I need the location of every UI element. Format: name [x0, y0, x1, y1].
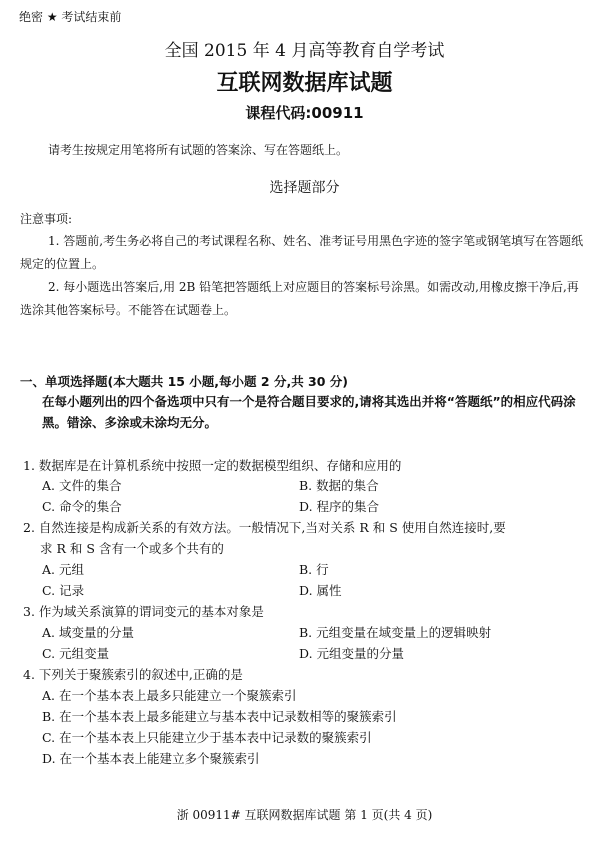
question-2-option-c: C. 记录 — [42, 583, 85, 598]
question-3-stem: 3. 作为域关系演算的谓词变元的基本对象是 — [23, 604, 264, 619]
question-1-option-c: C. 命令的集合 — [42, 499, 122, 514]
question-1-option-d: D. 程序的集合 — [299, 499, 380, 514]
course-code: 课程代码:00911 — [245, 104, 364, 122]
notes-label: 注意事项: — [20, 212, 73, 226]
question-1-option-b: B. 数据的集合 — [299, 478, 379, 493]
note-item-1: 1. 答题前,考生务必将自己的考试课程名称、姓名、准考证号用黑色字迹的签字笔或钢笔填写在答题纸规定的位置上。 — [20, 234, 584, 271]
question-4-option-c: C. 在一个基本表上只能建立少于基本表中记录数的聚簇索引 — [42, 730, 372, 745]
question-2-option-d: D. 属性 — [299, 583, 342, 598]
part1-description: 在每小题列出的四个备选项中只有一个是符合题目要求的,请将其选出并将“答题纸”的相应代码涂黑。错涂、多涂或未涂均无分。 — [42, 394, 576, 430]
section-heading: 选择题部分 — [269, 180, 340, 196]
question-1-stem: 1. 数据库是在计算机系统中按照一定的数据模型组织、存储和应用的 — [23, 458, 402, 473]
secret-mark: 绝密 ★ 考试结束前 — [19, 10, 122, 24]
question-1-option-a: A. 文件的集合 — [42, 478, 122, 493]
question-4-option-d: D. 在一个基本表上能建立多个聚簇索引 — [42, 751, 260, 766]
question-3-option-a: A. 域变量的分量 — [42, 625, 134, 640]
question-2-stem-line-2: 求 R 和 S 含有一个或多个共有的 — [40, 541, 224, 556]
page-footer: 浙 00911# 互联网数据库试题 第 1 页(共 4 页) — [176, 808, 433, 822]
question-2-stem-line-1: 2. 自然连接是构成新关系的有效方法。一般情况下,当对关系 R 和 S 使用自然连接时,要 — [23, 520, 506, 535]
question-2-option-b: B. 行 — [299, 562, 329, 577]
question-4-stem: 4. 下列关于聚簇索引的叙述中,正确的是 — [23, 667, 243, 682]
question-4-option-a: A. 在一个基本表上最多只能建立一个聚簇索引 — [42, 688, 297, 703]
note-item-2: 2. 每小题选出答案后,用 2B 铅笔把答题纸上对应题目的答案标号涂黑。如需改动,用橡皮擦干净后,再选涂其他答案标号。不能答在试题卷上。 — [20, 280, 579, 317]
question-2-option-a: A. 元组 — [42, 562, 84, 577]
question-3-option-c: C. 元组变量 — [42, 646, 110, 661]
question-4-option-b: B. 在一个基本表上最多能建立与基本表中记录数相等的聚簇索引 — [42, 709, 397, 724]
question-3-option-d: D. 元组变量的分量 — [299, 646, 405, 661]
exam-title: 全国 2015 年 4 月高等教育自学考试 — [164, 41, 445, 61]
question-3-option-b: B. 元组变量在域变量上的逻辑映射 — [299, 625, 492, 640]
answer-instruction: 请考生按规定用笔将所有试题的答案涂、写在答题纸上。 — [48, 143, 349, 157]
subject-title: 互联网数据库试题 — [216, 71, 393, 96]
part1-title: 一、单项选择题(本大题共 15 小题,每小题 2 分,共 30 分) — [20, 374, 349, 389]
